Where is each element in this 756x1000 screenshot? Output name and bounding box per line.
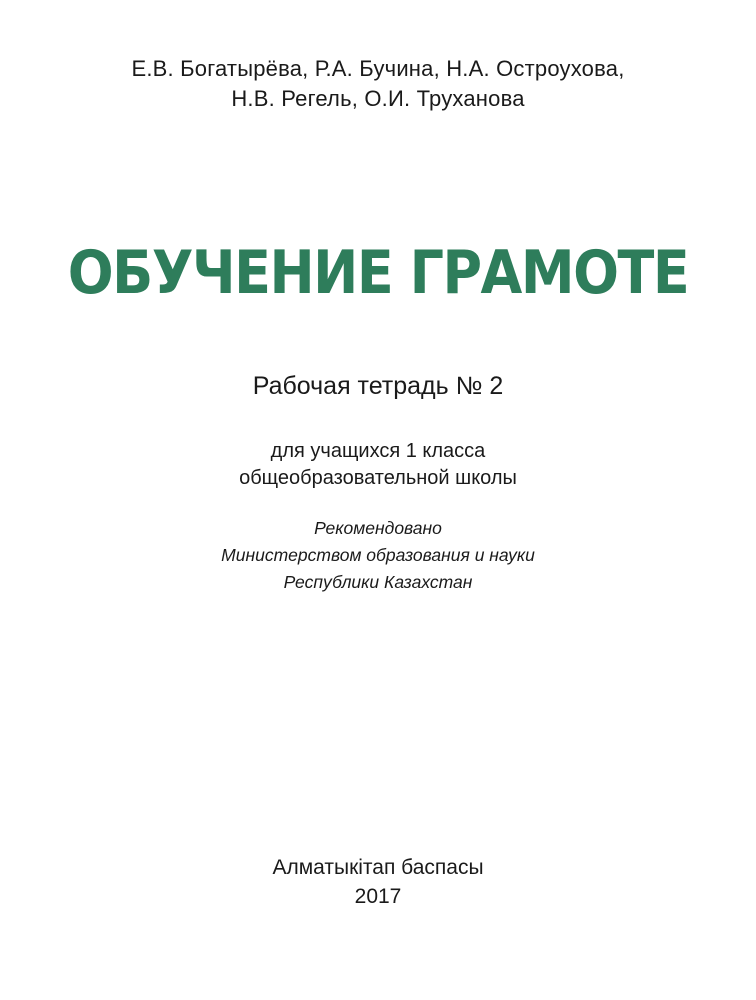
audience-line-1: для учащихся 1 класса xyxy=(270,440,486,462)
publication-year: 2017 xyxy=(354,885,402,908)
book-subtitle: Рабочая тетрадь № 2 xyxy=(252,372,504,400)
authors-line-2: Н.В. Регель, О.И. Труханова xyxy=(231,86,525,111)
authors-line-1: Е.В. Богатырёва, Р.А. Бучина, Н.А. Остроухова, xyxy=(131,56,625,81)
recommendation-line-1: Рекомендовано xyxy=(314,518,442,538)
recommendation-line-2: Министерством образования и науки xyxy=(221,545,535,565)
publisher-name: Алматыкітап баспасы xyxy=(272,856,484,879)
recommendation-line-3: Республики Казахстан xyxy=(283,572,473,592)
audience-line-2: общеобразовательной школы xyxy=(239,467,517,489)
book-title: ОБУЧЕНИЕ ГРАМОТЕ xyxy=(67,238,689,308)
